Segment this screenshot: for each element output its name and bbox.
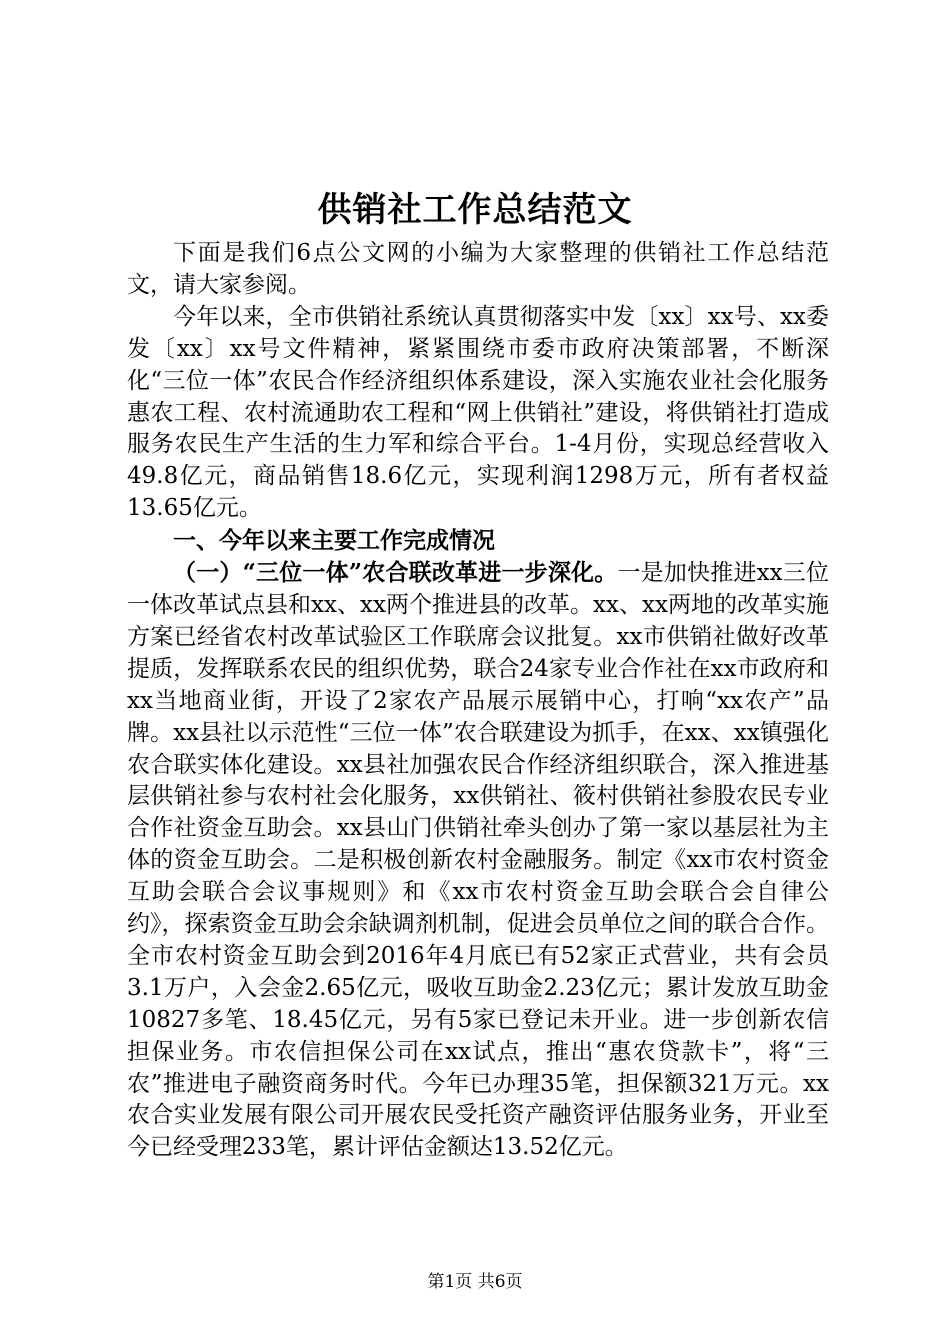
page-footer: 第1页 共6页: [427, 1272, 523, 1292]
subsection-heading: （一）“三位一体”农合联改革进一步深化。: [173, 559, 618, 587]
document-title: 供销社工作总结范文: [317, 190, 633, 230]
section-heading: 一、今年以来主要工作完成情况: [173, 527, 495, 555]
document-body: [127, 238, 829, 1164]
subsection-body: 一是加快推进xx三位一体改革试点县和xx、xx两个推进县的改革。xx、xx两地的改革实施方案已经省农村改革试验区工作联席会议批复。xx市供销社做好改革提质，发挥联系农民的组织优势，联合24家专业合作社在xx市政府和xx当地商业街，开设了2家农产品展示展销中心，打响“xx农产”品牌。xx县社以示范性“三位一体”农合联建设为抓手，在xx、xx镇强化农合联实体化建设。xx县社加强农民合作经济组织联合，深入推进基层供销社参与农村社会化服务，xx供销社、筱村供销社参股农民专业合作社资金互助会。xx县山门供销社牵头创办了第一家以基层社为主体的资金互助会。二是积极创新农村金融服务。制定《xx市农村资金互助会联合会议事规则》和《xx市农村资金互助会联合会自律公约》，探索资金互助会余缺调剂机制，促进会员单位之间的联合合作。全市农村资金互助会到2016年4月底已有52家正式营业，共有会员3.1万户，入会金2.65亿元，吸收互助金2.23亿元；累计发放互助金10827多笔、18.45亿元，另有5家已登记未开业。进一步创新农信担保业务。市农信担保公司在xx试点，推出“惠农贷款卡”，将“三农”推进电子融资商务时代。今年已办理35笔，担保额321万元。xx农合实业发展有限公司开展农民受托资产融资评估服务业务，开业至今已经受理233笔，累计评估金额达13.52亿元。: [127, 560, 829, 1161]
overview-paragraph: 今年以来，全市供销社系统认真贯彻落实中发〔xx〕xx号、xx委发〔xx〕xx号文件精神，紧紧围绕市委市政府决策部署，不断深化“三位一体”农民合作经济组织体系建设，深入实施农业社会化服务惠农工程、农村流通助农工程和“网上供销社”建设，将供销社打造成服务农民生产生活的生力军和综合平台。1-4月份，实现总经营收入49.8亿元，商品销售18.6亿元，实现利润1298万元，所有者权益13.65亿元。: [127, 303, 829, 522]
subsection-paragraph: [127, 557, 829, 1164]
intro-paragraph: 下面是我们6点公文网的小编为大家整理的供销社工作总结范文，请大家参阅。: [127, 240, 829, 298]
